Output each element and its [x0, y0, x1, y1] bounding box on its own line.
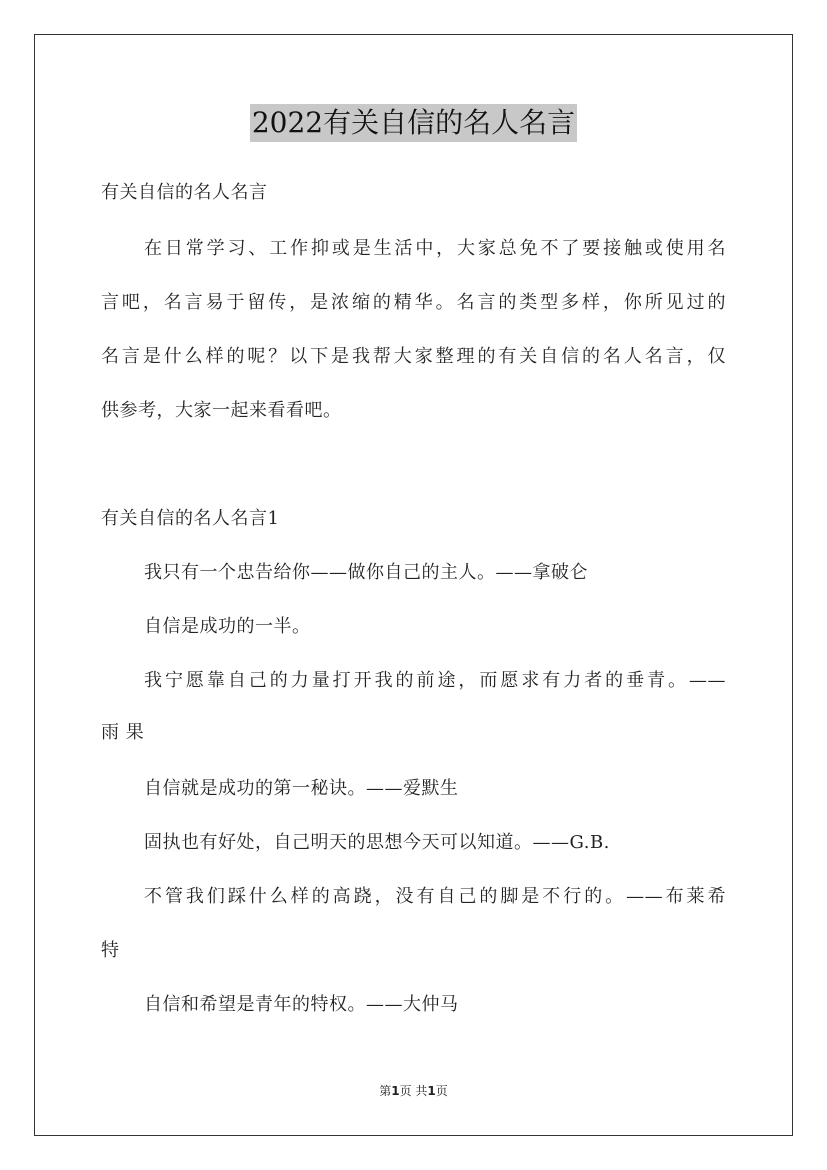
document-title: 2022有关自信的名人名言	[250, 104, 577, 142]
footer-suffix: 页	[435, 1084, 448, 1098]
footer-page-total: 1	[427, 1084, 436, 1098]
quote-6-line-1: 不管我们踩什么样的高跷，没有自己的脚是不行的。——布莱希	[144, 886, 726, 907]
page-footer	[0, 1083, 827, 1099]
intro-line-2: 言吧，名言易于留传，是浓缩的精华。名言的类型多样，你所见过的	[101, 292, 726, 313]
intro-line-3: 名言是什么样的呢？以下是我帮大家整理的有关自信的名人名言，仅	[101, 346, 726, 367]
quote-1: 我只有一个忠告给你——做你自己的主人。——拿破仑	[144, 562, 588, 583]
title-container	[0, 104, 827, 142]
quote-3-line-2: 雨 果	[101, 722, 145, 743]
intro-line-1: 在日常学习、工作抑或是生活中，大家总免不了要接触或使用名	[144, 238, 726, 259]
footer-mid: 页 共	[399, 1084, 428, 1098]
quote-5: 固执也有好处，自己明天的思想今天可以知道。——G.B.	[144, 832, 610, 853]
quote-7: 自信和希望是青年的特权。——大仲马	[144, 994, 459, 1015]
footer-page-current: 1	[391, 1084, 400, 1098]
quote-6-line-2: 特	[101, 940, 120, 961]
quote-4: 自信就是成功的第一秘诀。——爱默生	[144, 778, 459, 799]
quote-3-line-1: 我宁愿靠自己的力量打开我的前途，而愿求有力者的垂青。——	[144, 670, 726, 691]
intro-line-4: 供参考，大家一起来看看吧。	[101, 400, 342, 421]
subheading: 有关自信的名人名言1	[101, 508, 280, 529]
quote-2: 自信是成功的一半。	[144, 616, 311, 637]
footer-prefix: 第	[379, 1084, 392, 1098]
section-heading: 有关自信的名人名言	[101, 182, 268, 203]
